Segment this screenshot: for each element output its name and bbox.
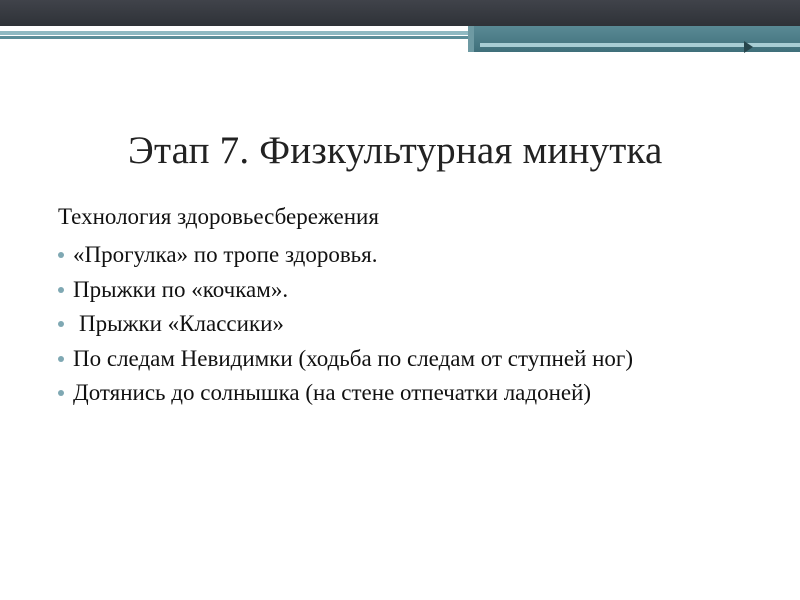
list-item xyxy=(58,273,633,308)
header-bar xyxy=(0,0,800,26)
bullet-icon xyxy=(58,252,64,258)
slide-title: Этап 7. Физкультурная минутка xyxy=(128,129,663,172)
list-item-text: Прыжки по «кочкам». xyxy=(73,276,289,302)
decor-stripe-light xyxy=(0,31,470,35)
bullet-icon xyxy=(58,287,64,293)
list-item-text: «Прогулка» по тропе здоровья. xyxy=(73,242,378,268)
list-item xyxy=(58,376,633,411)
arrow-right-icon xyxy=(744,41,753,53)
bullet-icon xyxy=(58,321,64,327)
bullet-list xyxy=(58,238,633,411)
decor-band-edge xyxy=(468,26,474,52)
bullet-icon xyxy=(58,390,64,396)
decor-stripe-dark xyxy=(0,36,470,39)
slide-subtitle: Технология здоровьесбережения xyxy=(58,204,379,229)
list-item-text: Прыжки «Классики» xyxy=(79,311,284,337)
list-item-text: По следам Невидимки (ходьба по следам от ступней ног) xyxy=(73,345,634,371)
list-item xyxy=(58,238,633,273)
list-item xyxy=(58,342,633,377)
list-item-text: Дотянись до солнышка (на стене отпечатки ладоней) xyxy=(73,380,592,406)
bullet-icon xyxy=(58,356,64,362)
list-item xyxy=(58,307,633,342)
